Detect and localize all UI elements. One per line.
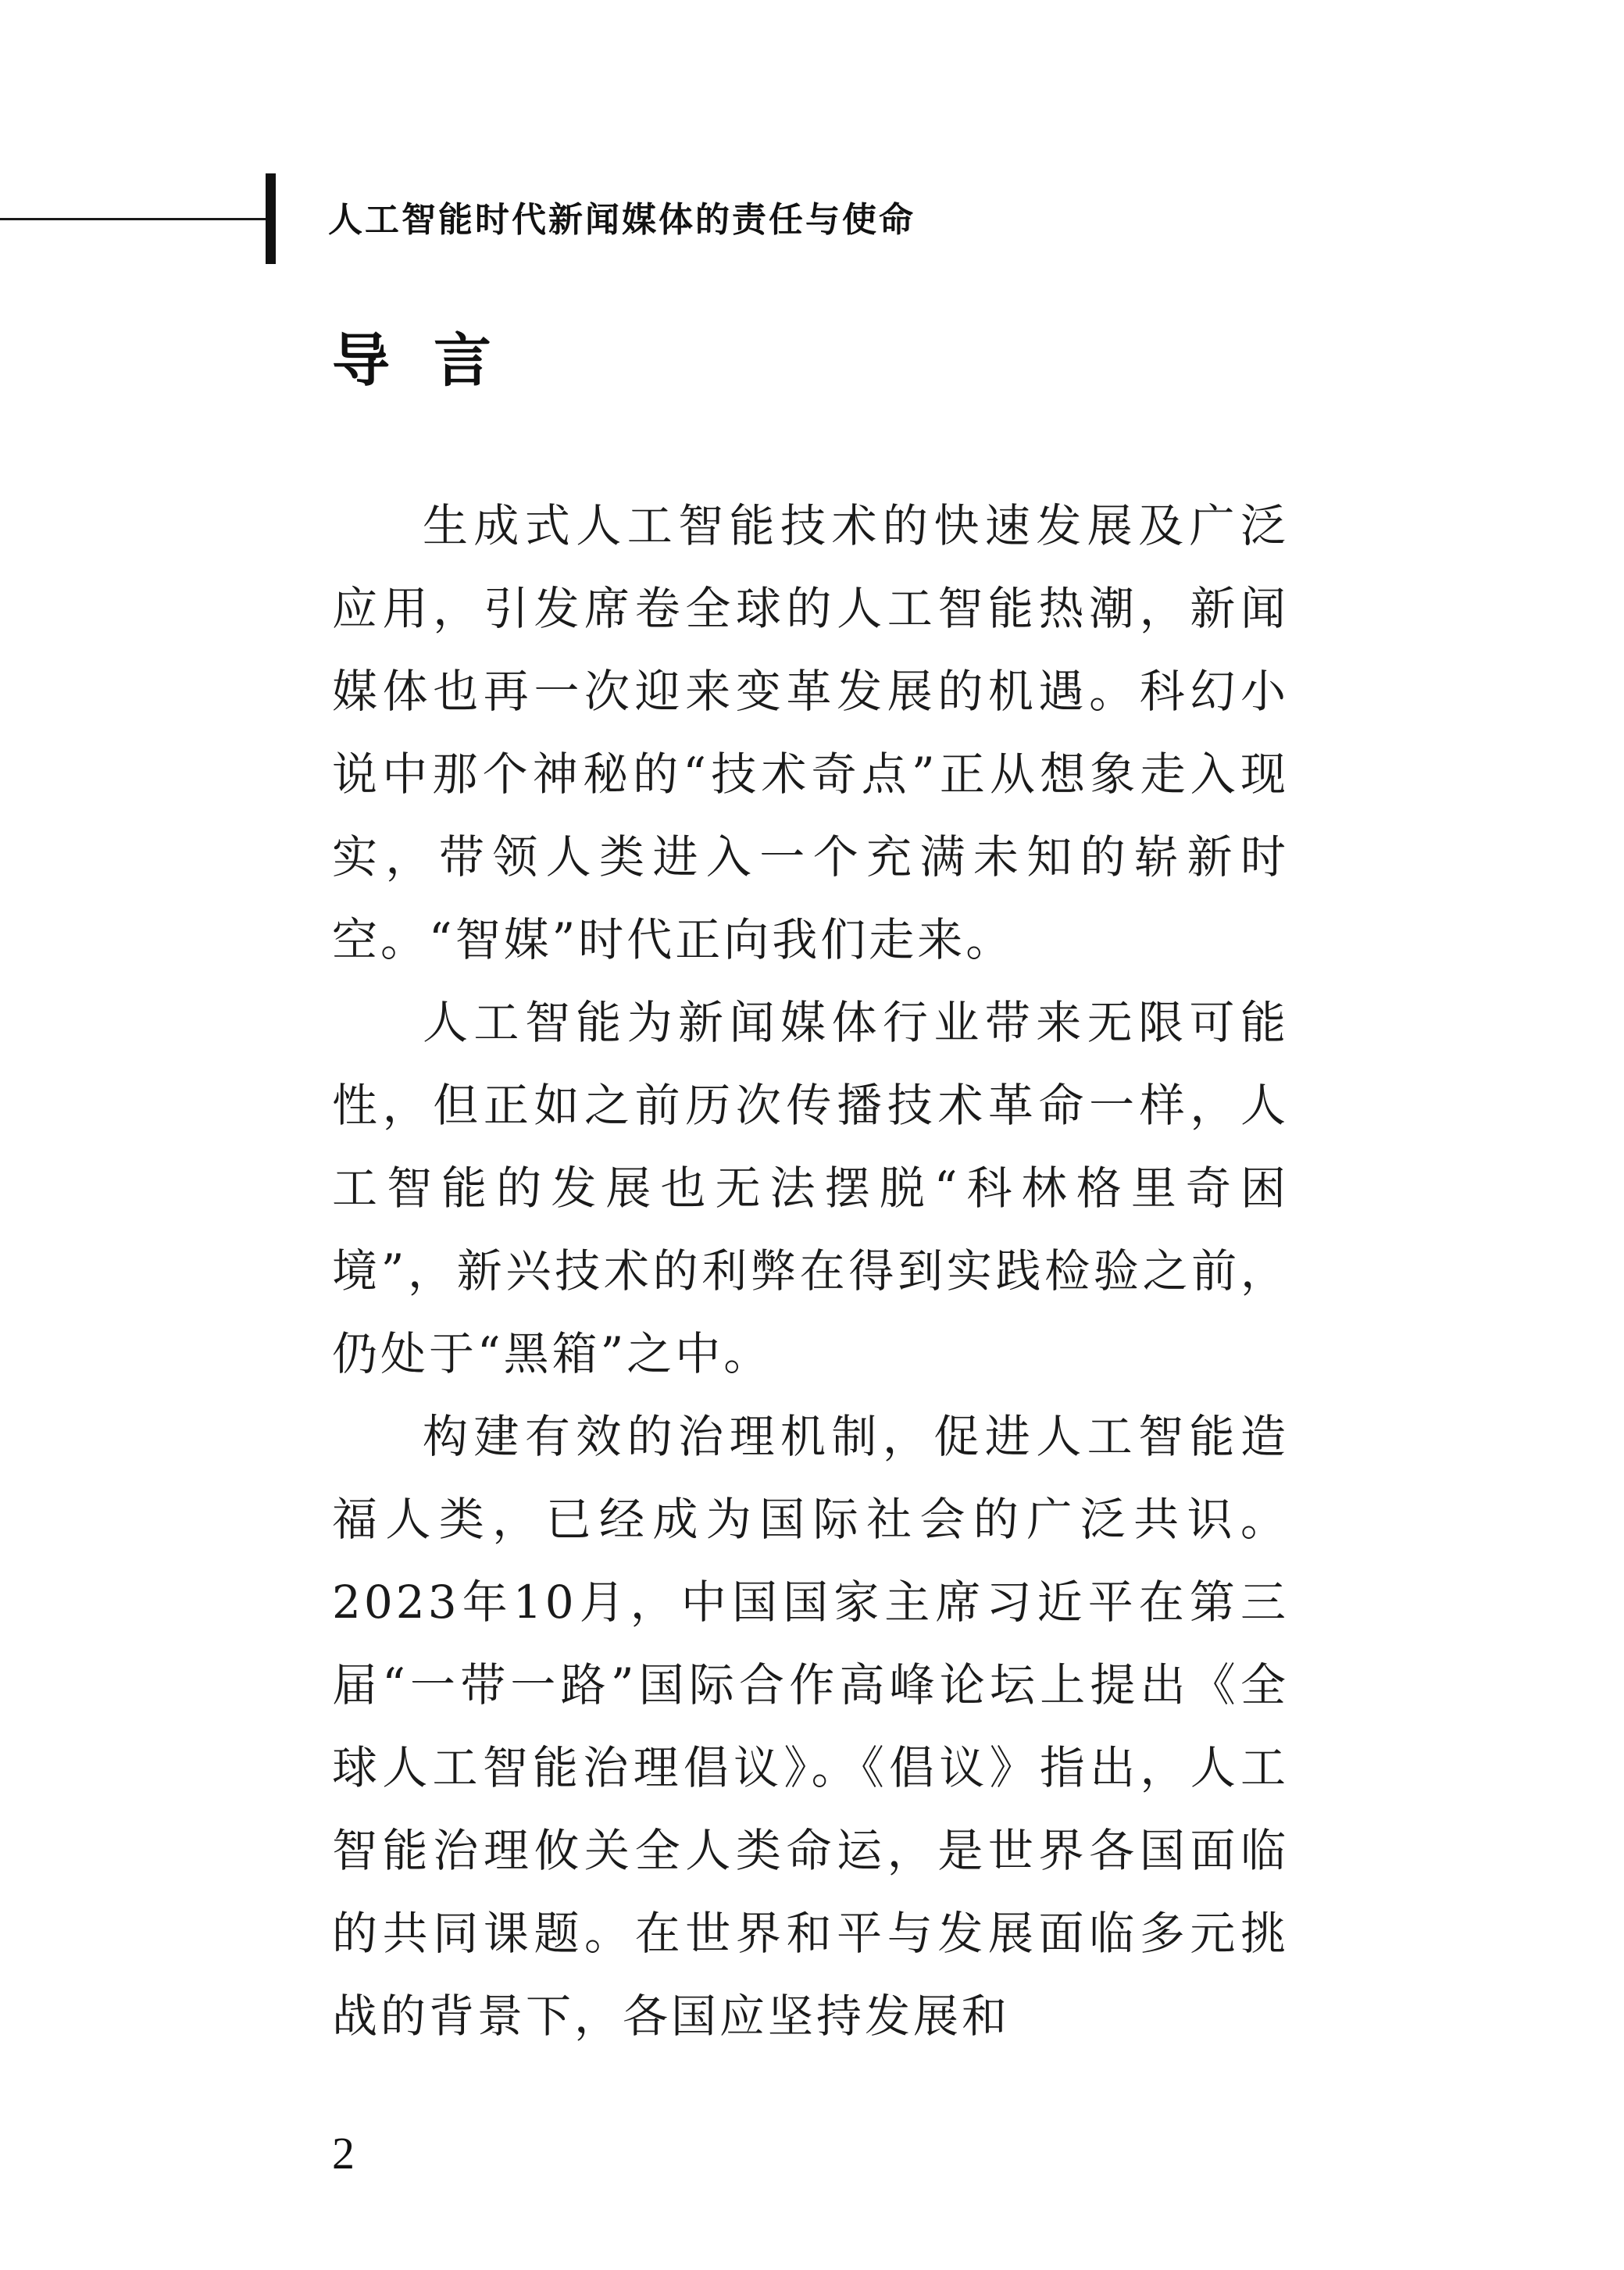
page-number: 2 — [332, 2128, 355, 2179]
paragraph-3: 构建有效的治理机制，促进人工智能造福人类，已经成为国际社会的广泛共识。2023年10月，中国国家主席习近平在第三届“一带一路”国际合作高峰论坛上提出《全球人工智能治理倡议》。《倡议》指出，人工智能治理攸关全人类命运，是世界各国面临的共同课题。在世界和平与发展面临多元挑战的背景下，各国应坚持发展和 — [332, 1410, 1289, 2043]
section-title: 导言 — [332, 327, 535, 394]
paragraph-1: 生成式人工智能技术的快速发展及广泛应用，引发席卷全球的人工智能热潮，新闻媒体也再一次迎来变革发展的机遇。科幻小说中那个神秘的“技术奇点”正从想象走入现实，带领人类进入一个充满未知的崭新时空。“智媒”时代正向我们走来。 — [332, 499, 1289, 966]
body-text — [332, 484, 1289, 2058]
header-vertical-bar — [266, 173, 276, 264]
running-head: 人工智能时代新闻媒体的责任与使命 — [328, 200, 916, 240]
header-rule-line — [0, 218, 266, 220]
paragraph-2: 人工智能为新闻媒体行业带来无限可能性，但正如之前历次传播技术革命一样，人工智能的发展也无法摆脱“科林格里奇困境”，新兴技术的利弊在得到实践检验之前，仍处于“黑箱”之中。 — [332, 996, 1289, 1380]
